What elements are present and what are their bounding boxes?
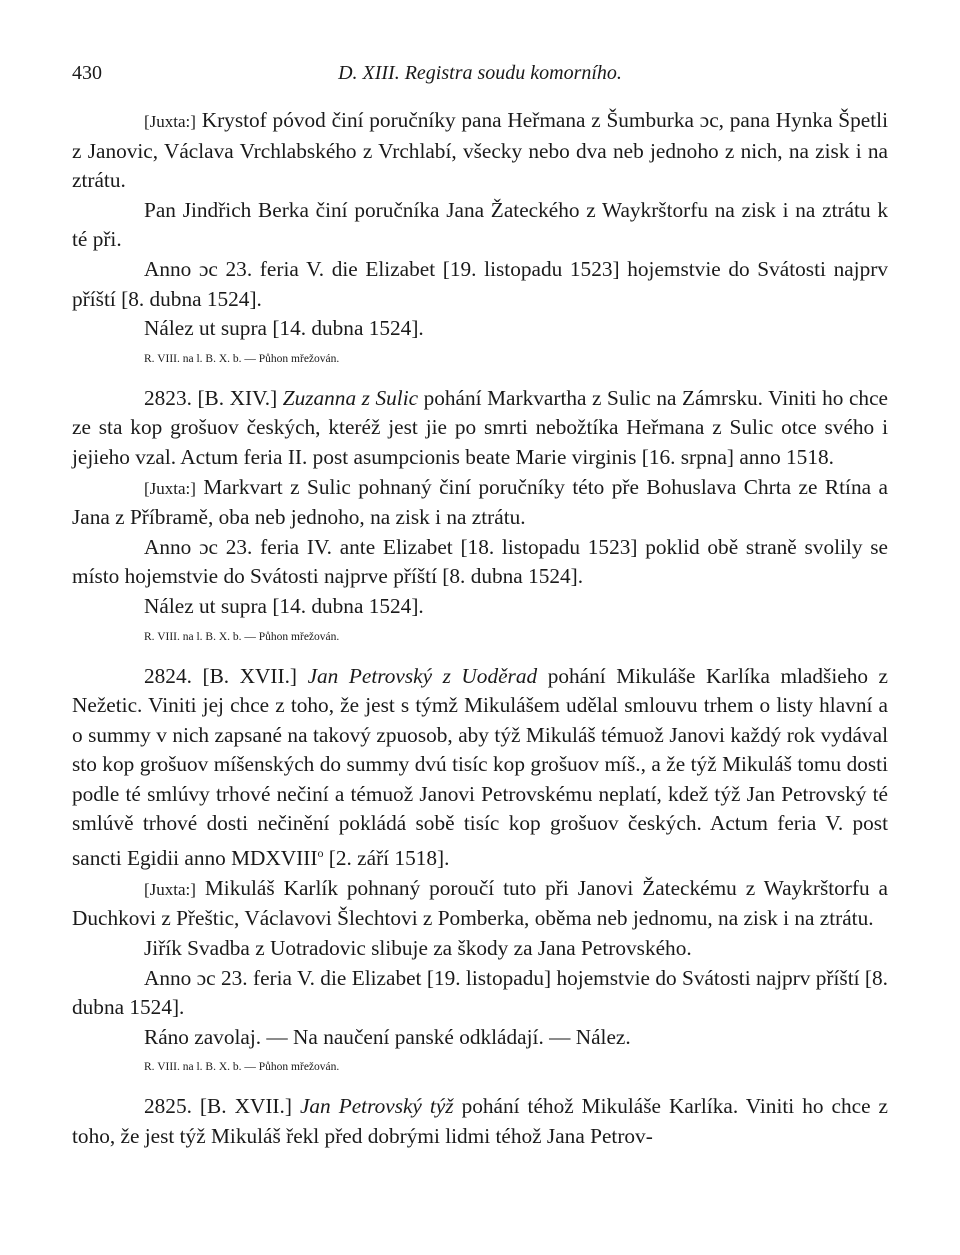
text-run: Krystof póvod činí poručníky pana Heřmana z Šumburka ɔc, pana Hynka Špetli z Janovic, Václava Vrchlabského z Vrchlabí, všecky nebo dva neb jednoho z nich, na zisk i na ztrátu. xyxy=(72,108,888,193)
paragraph xyxy=(72,106,888,196)
paragraph xyxy=(72,533,888,592)
text-run: Pan Jindřich Berka činí poručníka Jana Žateckého z Waykrštorfu na zisk i na ztrátu k té při. xyxy=(72,197,888,252)
text-run: 2824. [B. XVII.] xyxy=(144,663,308,688)
party-name: Jan Petrovský týž xyxy=(299,1094,454,1119)
running-title-prefix: D. XIII. xyxy=(338,62,405,84)
text-run: pohání Mikuláše Karlíka mladšieho z Nežetic. Viniti jej chce z toho, že jest s týmž Mikulášem udělal smlouvu trhem o listy hlavní a o summy v nich zapsané na takový zpuosob, aby týž Mikuláš témuož Janovi každý rok vydával sto kop grošuov míšenských do summy dvú tisíc kop grošuov míš., a že týž Mikuláš tomu dosti podle té smlúvy trhové nečiní a témuož Janovi Petrovskému neplatí, kdež týž Jan Petrovský té smlúvě trhové dosti nečinění pokládá sobě tisíc kop grošuov českých. Actum feria V. post sancti Egidii anno MDXVIII xyxy=(72,663,888,871)
paragraph xyxy=(72,314,888,344)
text-run: Ráno zavolaj. — Na naučení panské odkládají. — Nález. xyxy=(144,1024,631,1049)
paragraph xyxy=(72,255,888,314)
juxta-mark: [Juxta:] xyxy=(144,478,196,498)
paragraph xyxy=(72,473,888,533)
paragraph xyxy=(72,874,888,934)
juxta-mark: [Juxta:] xyxy=(144,879,196,899)
text-run: Nález ut supra [14. dubna 1524]. xyxy=(144,593,424,618)
text-run: pohání téhož Mikuláše Karlíka. Viniti ho chce z toho, že jest týž Mikuláš řekl před dobrými lidmi téhož Jana Petrov- xyxy=(72,1094,888,1148)
paragraph xyxy=(72,196,888,255)
text-run: Markvart z Sulic pohnaný činí poručníky této pře Bohuslava Chrta ze Rtína a Jana z Příbramě, oba neb jednoho, na zisk i na ztrátu. xyxy=(72,474,888,530)
text-run: Anno ɔc 23. feria V. die Elizabet [19. listopadu 1523] hojemstvie do Svátosti najprv příští [8. dubna 1524]. xyxy=(72,256,888,311)
paragraph xyxy=(72,934,888,964)
source-note: R. VIII. na l. B. X. b. — Půhon mřežován. xyxy=(144,630,340,643)
running-header xyxy=(72,62,888,102)
text-run: Mikuláš Karlík pohnaný poroučí tuto při Janovi Žateckému z Waykrštorfu a Duchkovi z Přeštic, Václavovi Šlechtovi z Pomberka, oběma neb jednomu, na zisk i na ztrátu. xyxy=(72,875,888,931)
text-run: [2. září 1518]. xyxy=(323,846,450,871)
paragraph xyxy=(72,384,888,473)
source-note: R. VIII. na l. B. X. b. — Půhon mřežován. xyxy=(144,1061,340,1074)
text-run: Nález ut supra [14. dubna 1524]. xyxy=(144,316,424,341)
document-body xyxy=(72,106,888,1152)
page-number: 430 xyxy=(72,62,102,84)
party-name: Jan Petrovský z Uoděrad xyxy=(307,663,538,688)
text-run: pohání Markvartha z Sulic na Zámrsku. Viniti ho chce ze sta kop grošuov českých, kteréž jest jie po smrti nebožtíka Heřmana z Sulic otce svého i jejieho vzal. Actum feria II. post asumpcionis beate Marie virginis [16. srpna] anno 1518. xyxy=(72,385,888,469)
paragraph xyxy=(72,1092,888,1151)
paragraph xyxy=(72,592,888,622)
paragraph xyxy=(72,964,888,1023)
text-run: Jiřík Svadba z Uotradovic slibuje za škody za Jana Petrovského. xyxy=(144,935,692,960)
source-note: R. VIII. na l. B. X. b. — Půhon mřežován. xyxy=(144,352,340,365)
text-run: 2823. [B. XIV.] xyxy=(144,385,283,410)
running-title xyxy=(122,62,838,85)
text-run: o xyxy=(317,846,324,861)
party-name: Zuzanna z Sulic xyxy=(282,385,419,410)
text-run: 2825. [B. XVII.] xyxy=(144,1094,300,1119)
running-title-text: Registra soudu komorního. xyxy=(404,62,622,84)
paragraph xyxy=(72,662,888,874)
text-run: Anno ɔc 23. feria V. die Elizabet [19. listopadu] hojemstvie do Svátosti najprv příští [8. dubna 1524]. xyxy=(72,965,888,1020)
paragraph xyxy=(72,1023,888,1053)
juxta-mark: [Juxta:] xyxy=(144,112,196,131)
text-run: Anno ɔc 23. feria IV. ante Elizabet [18. listopadu 1523] poklid obě straně svolily se místo hojemstvie do Svátosti najprve příští [8. dubna 1524]. xyxy=(72,534,888,589)
